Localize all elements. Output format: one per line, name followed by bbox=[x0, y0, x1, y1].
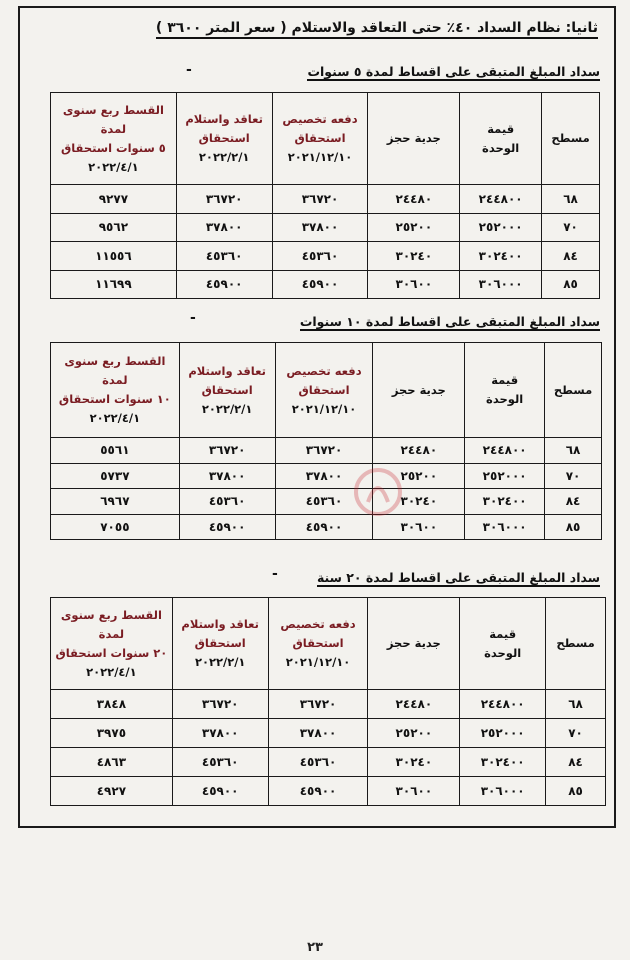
header-unit-value bbox=[460, 93, 542, 185]
cell-quarterly-installment: ٣٨٤٨ bbox=[51, 690, 173, 719]
header-line: استحقاق bbox=[194, 636, 246, 650]
cell-allocation-payment: ٤٥٣٦٠ bbox=[272, 242, 368, 271]
cell-allocation-payment: ٤٥٣٦٠ bbox=[275, 489, 373, 515]
cell-unit-value: ٣٠٢٤٠٠ bbox=[465, 489, 545, 515]
cell-unit-value: ٣٠٢٤٠٠ bbox=[460, 748, 546, 777]
header-line: ٢٠٢٢/٤/١ bbox=[86, 664, 137, 679]
header-line: ٢٠٢٢/٢/١ bbox=[198, 150, 250, 164]
cell-area: ٧٠ bbox=[545, 463, 602, 489]
cell-quarterly-installment: ٤٨٦٣ bbox=[51, 748, 173, 777]
header-quarterly-installment bbox=[51, 598, 173, 690]
header-line: استحقاق bbox=[198, 131, 250, 145]
cell-allocation-payment: ٣٧٨٠٠ bbox=[272, 213, 368, 242]
header-line: دفعه تخصيص bbox=[280, 617, 356, 631]
cell-unit-value: ٢٥٢٠٠٠ bbox=[460, 719, 546, 748]
cell-area: ٦٨ bbox=[546, 690, 606, 719]
cell-unit-value: ٣٠٦٠٠٠ bbox=[460, 270, 542, 299]
table-row bbox=[51, 213, 600, 242]
cell-area: ٧٠ bbox=[542, 213, 600, 242]
cell-deposit: ٣٠٦٠٠ bbox=[368, 777, 460, 806]
cell-unit-value: ٣٠٦٠٠٠ bbox=[460, 777, 546, 806]
table-row bbox=[51, 777, 606, 806]
header-line: قيمة bbox=[487, 121, 515, 136]
cell-contract-payment: ٣٧٨٠٠ bbox=[176, 213, 272, 242]
cell-contract-payment: ٣٦٧٢٠ bbox=[179, 438, 275, 464]
cell-allocation-payment: ٣٦٧٢٠ bbox=[268, 690, 368, 719]
section-title-20-years: سداد المبلغ المتبقى على اقساط لمدة ٢٠ سنة bbox=[316, 570, 600, 585]
cell-quarterly-installment: ٩٥٦٢ bbox=[51, 213, 177, 242]
cell-area: ٨٥ bbox=[542, 270, 600, 299]
cell-deposit: ٢٥٢٠٠ bbox=[368, 719, 460, 748]
header-deposit: جدية حجز bbox=[368, 598, 460, 690]
installment-table-20-years bbox=[50, 597, 606, 806]
header-allocation-payment bbox=[272, 93, 368, 185]
header-line: ٥ سنوات استحقاق bbox=[60, 140, 166, 155]
cell-contract-payment: ٤٥٩٠٠ bbox=[176, 270, 272, 299]
cell-quarterly-installment: ٩٢٧٧ bbox=[51, 185, 177, 214]
cell-area: ٨٤ bbox=[546, 748, 606, 777]
header-quarterly-installment bbox=[51, 343, 180, 438]
dash-mark: - bbox=[190, 310, 196, 326]
cell-quarterly-installment: ١١٦٩٩ bbox=[51, 270, 177, 299]
header-line: القسط ربع سنوى لمدة bbox=[60, 607, 162, 641]
header-deposit: جدية حجز bbox=[368, 93, 460, 185]
cell-quarterly-installment: ١١٥٥٦ bbox=[51, 242, 177, 271]
cell-unit-value: ٢٤٤٨٠٠ bbox=[465, 438, 545, 464]
cell-contract-payment: ٣٦٧٢٠ bbox=[176, 185, 272, 214]
cell-area: ٧٠ bbox=[546, 719, 606, 748]
header-line: تعاقد واستلام bbox=[188, 363, 266, 378]
header-line: ٢٠٢١/١٢/١٠ bbox=[287, 150, 353, 164]
cell-allocation-payment: ٤٥٣٦٠ bbox=[268, 748, 368, 777]
watermark-logo bbox=[196, 462, 406, 522]
page-number: ٢٣ bbox=[307, 940, 323, 955]
dash-mark: - bbox=[272, 566, 278, 582]
cell-deposit: ٢٥٢٠٠ bbox=[368, 213, 460, 242]
header-line: استحقاق bbox=[294, 131, 346, 145]
header-line: ٢٠٢٢/٢/١ bbox=[194, 655, 246, 669]
cell-allocation-payment: ٣٦٧٢٠ bbox=[275, 438, 373, 464]
document-heading: ثانيا: نظام السداد ٤٠٪ حتى التعاقد والاستلام ( سعر المتر ٣٦٠٠ ) bbox=[156, 20, 598, 39]
cell-quarterly-installment: ٥٥٦١ bbox=[51, 438, 180, 464]
header-line: تعاقد واستلام bbox=[185, 112, 263, 126]
table-row bbox=[51, 690, 606, 719]
cell-contract-payment: ٤٥٣٦٠ bbox=[176, 242, 272, 271]
cell-deposit: ٢٤٤٨٠ bbox=[368, 185, 460, 214]
cell-deposit: ٣٠٢٤٠ bbox=[373, 489, 465, 515]
table-row bbox=[51, 438, 602, 464]
header-contract-payment bbox=[179, 343, 275, 438]
cell-allocation-payment: ٣٧٨٠٠ bbox=[268, 719, 368, 748]
section-title-5-years: سداد المبلغ المتبقى على اقساط لمدة ٥ سنوات bbox=[307, 64, 600, 79]
header-contract-payment bbox=[172, 598, 268, 690]
header-line: ١٠ سنوات استحقاق bbox=[58, 392, 171, 406]
cell-quarterly-installment: ٣٩٧٥ bbox=[51, 719, 173, 748]
table-row bbox=[51, 748, 606, 777]
cell-quarterly-installment: ٦٩٦٧ bbox=[51, 489, 180, 515]
cell-deposit: ٣٠٦٠٠ bbox=[368, 270, 460, 299]
header-contract-payment bbox=[176, 93, 272, 185]
header-line: القسط ربع سنوى لمدة bbox=[64, 354, 166, 387]
cell-area: ٨٥ bbox=[545, 514, 602, 540]
header-line: ٢٠ سنوات استحقاق bbox=[55, 645, 168, 660]
header-unit-value bbox=[465, 343, 545, 438]
header-row bbox=[51, 598, 606, 690]
header-allocation-payment bbox=[275, 343, 373, 438]
cell-area: ٦٨ bbox=[542, 185, 600, 214]
header-line: الوحدة bbox=[484, 645, 522, 660]
header-area: مسطح bbox=[542, 93, 600, 185]
cell-quarterly-installment: ٥٧٣٧ bbox=[51, 463, 180, 489]
header-line: دفعه تخصيص bbox=[286, 363, 362, 378]
cell-deposit: ٣٠٦٠٠ bbox=[373, 514, 465, 540]
cell-area: ٨٤ bbox=[542, 242, 600, 271]
cell-quarterly-installment: ٧٠٥٥ bbox=[51, 514, 180, 540]
cell-unit-value: ٢٥٢٠٠٠ bbox=[465, 463, 545, 489]
cell-area: ٦٨ bbox=[545, 438, 602, 464]
cell-unit-value: ٣٠٦٠٠٠ bbox=[465, 514, 545, 540]
cell-allocation-payment: ٣٧٨٠٠ bbox=[275, 463, 373, 489]
header-line: ٢٠٢١/١٢/١٠ bbox=[291, 401, 357, 416]
table-row bbox=[51, 185, 600, 214]
header-unit-value bbox=[460, 598, 546, 690]
header-deposit: جدية حجز bbox=[373, 343, 465, 438]
cell-unit-value: ٢٤٤٨٠٠ bbox=[460, 690, 546, 719]
cell-allocation-payment: ٣٦٧٢٠ bbox=[272, 185, 368, 214]
cell-contract-payment: ٤٥٩٠٠ bbox=[179, 514, 275, 540]
header-line: الوحدة bbox=[482, 140, 520, 155]
installment-table-5-years bbox=[50, 92, 600, 299]
cell-contract-payment: ٣٧٨٠٠ bbox=[172, 719, 268, 748]
cell-unit-value: ٢٤٤٨٠٠ bbox=[460, 185, 542, 214]
header-row bbox=[51, 93, 600, 185]
header-line: ٢٠٢٢/٤/١ bbox=[89, 411, 141, 425]
table-row bbox=[51, 242, 600, 271]
cell-unit-value: ٣٠٢٤٠٠ bbox=[460, 242, 542, 271]
cell-contract-payment: ٤٥٣٦٠ bbox=[172, 748, 268, 777]
cell-deposit: ٣٠٢٤٠ bbox=[368, 748, 460, 777]
header-line: استحقاق bbox=[298, 382, 350, 397]
cell-quarterly-installment: ٤٩٢٧ bbox=[51, 777, 173, 806]
header-line: استحقاق bbox=[292, 636, 344, 650]
cell-contract-payment: ٤٥٣٦٠ bbox=[179, 489, 275, 515]
header-allocation-payment bbox=[268, 598, 368, 690]
header-line: تعاقد واستلام bbox=[181, 617, 259, 631]
header-row bbox=[51, 343, 602, 438]
cell-unit-value: ٢٥٢٠٠٠ bbox=[460, 213, 542, 242]
section-title-10-years: سداد المبلغ المتبقى على اقساط لمدة ١٠ سنوات bbox=[299, 314, 600, 329]
header-line: قيمة bbox=[489, 626, 517, 641]
table-row bbox=[51, 270, 600, 299]
cell-deposit: ٢٤٤٨٠ bbox=[368, 690, 460, 719]
cell-deposit: ٢٤٤٨٠ bbox=[373, 438, 465, 464]
header-line: ٢٠٢١/١٢/١٠ bbox=[285, 655, 351, 669]
header-line: دفعه تخصيص bbox=[282, 112, 358, 126]
header-line: القسط ربع سنوى لمدة bbox=[62, 102, 164, 136]
header-line: ٢٠٢٢/٢/١ bbox=[201, 401, 253, 416]
cell-contract-payment: ٣٧٨٠٠ bbox=[179, 463, 275, 489]
header-quarterly-installment bbox=[51, 93, 177, 185]
cell-allocation-payment: ٤٥٩٠٠ bbox=[272, 270, 368, 299]
cell-allocation-payment: ٤٥٩٠٠ bbox=[268, 777, 368, 806]
header-line: ٢٠٢٢/٤/١ bbox=[88, 159, 139, 174]
cell-contract-payment: ٣٦٧٢٠ bbox=[172, 690, 268, 719]
cell-contract-payment: ٤٥٩٠٠ bbox=[172, 777, 268, 806]
cell-deposit: ٣٠٢٤٠ bbox=[368, 242, 460, 271]
cell-deposit: ٢٥٢٠٠ bbox=[373, 463, 465, 489]
cell-area: ٨٤ bbox=[545, 489, 602, 515]
header-line: استحقاق bbox=[201, 382, 253, 397]
header-line: الوحدة bbox=[486, 392, 524, 406]
header-line: قيمة bbox=[491, 373, 519, 387]
header-area: مسطح bbox=[546, 598, 606, 690]
header-area: مسطح bbox=[545, 343, 602, 438]
dash-mark: - bbox=[186, 62, 192, 78]
cell-allocation-payment: ٤٥٩٠٠ bbox=[275, 514, 373, 540]
cell-area: ٨٥ bbox=[546, 777, 606, 806]
table-row bbox=[51, 719, 606, 748]
